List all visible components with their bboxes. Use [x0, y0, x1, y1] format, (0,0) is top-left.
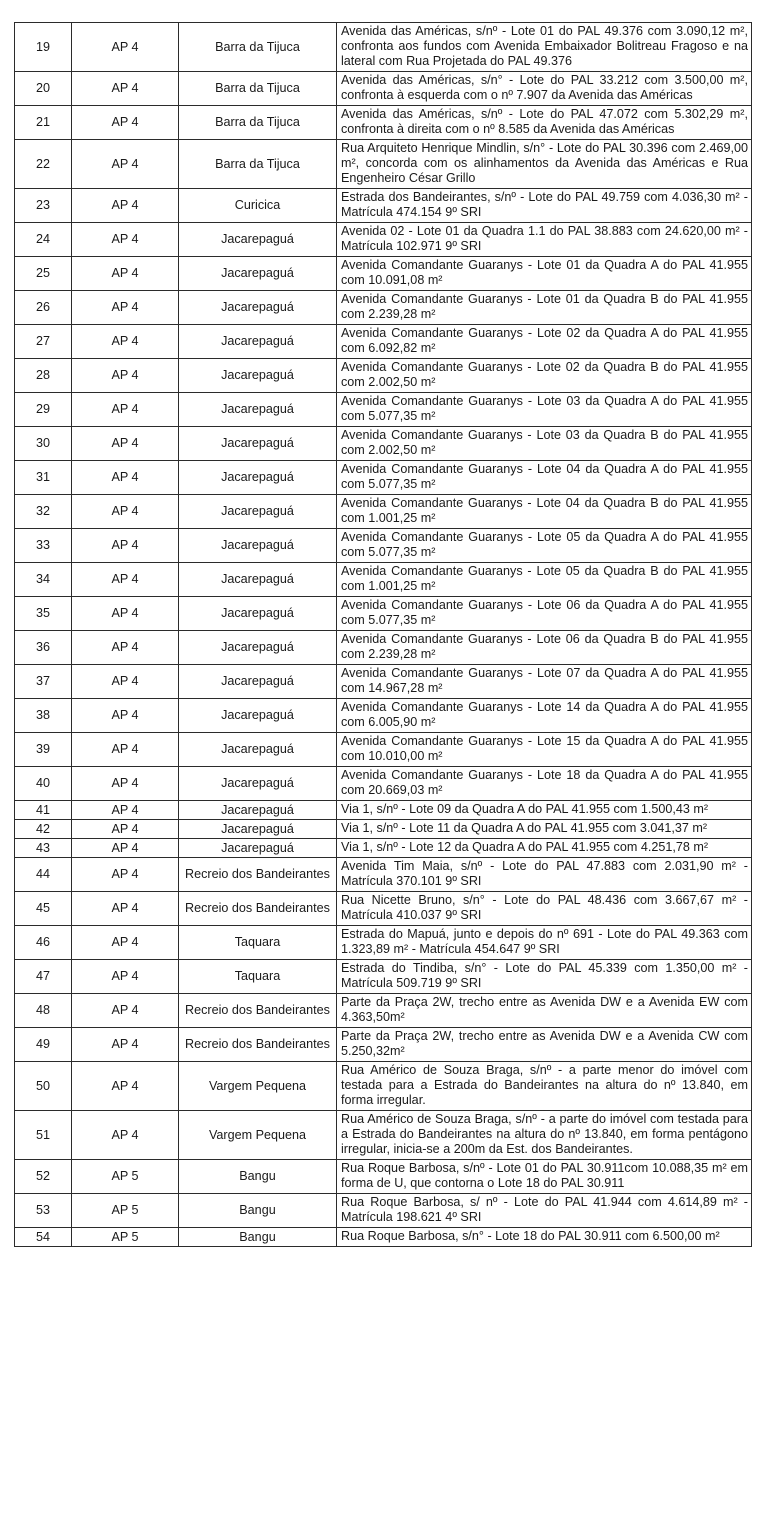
- row-number: 22: [15, 140, 72, 189]
- neighborhood: Jacarepaguá: [179, 820, 337, 839]
- properties-table: [14, 22, 752, 1247]
- neighborhood: Jacarepaguá: [179, 223, 337, 257]
- property-description: Estrada do Mapuá, junto e depois do nº 691 - Lote do PAL 49.363 com 1.323,89 m² - Matrícula 454.647 9º SRI: [337, 926, 752, 960]
- neighborhood: Bangu: [179, 1228, 337, 1247]
- row-number: 42: [15, 820, 72, 839]
- neighborhood: Recreio dos Bandeirantes: [179, 858, 337, 892]
- table-row: [15, 495, 752, 529]
- planning-area: AP 4: [72, 892, 179, 926]
- row-number: 51: [15, 1111, 72, 1160]
- planning-area: AP 4: [72, 631, 179, 665]
- planning-area: AP 4: [72, 563, 179, 597]
- neighborhood: Jacarepaguá: [179, 597, 337, 631]
- table-row: [15, 563, 752, 597]
- planning-area: AP 4: [72, 140, 179, 189]
- property-description: Avenida das Américas, s/nº - Lote do PAL 47.072 com 5.302,29 m², confronta à direita com o nº 8.585 da Avenida das Américas: [337, 106, 752, 140]
- property-description: Via 1, s/nº - Lote 11 da Quadra A do PAL 41.955 com 3.041,37 m²: [337, 820, 752, 839]
- neighborhood: Jacarepaguá: [179, 291, 337, 325]
- property-description: Avenida Comandante Guaranys - Lote 02 da Quadra A do PAL 41.955 com 6.092,82 m²: [337, 325, 752, 359]
- planning-area: AP 4: [72, 820, 179, 839]
- table-row: [15, 72, 752, 106]
- row-number: 21: [15, 106, 72, 140]
- property-description: Avenida Comandante Guaranys - Lote 05 da Quadra A do PAL 41.955 com 5.077,35 m²: [337, 529, 752, 563]
- property-description: Rua Roque Barbosa, s/ nº - Lote do PAL 41.944 com 4.614,89 m² - Matrícula 198.621 4º SRI: [337, 1194, 752, 1228]
- neighborhood: Recreio dos Bandeirantes: [179, 994, 337, 1028]
- table-row: [15, 960, 752, 994]
- planning-area: AP 4: [72, 960, 179, 994]
- row-number: 41: [15, 801, 72, 820]
- row-number: 27: [15, 325, 72, 359]
- planning-area: AP 4: [72, 839, 179, 858]
- neighborhood: Jacarepaguá: [179, 839, 337, 858]
- row-number: 33: [15, 529, 72, 563]
- property-description: Avenida Comandante Guaranys - Lote 05 da Quadra B do PAL 41.955 com 1.001,25 m²: [337, 563, 752, 597]
- planning-area: AP 4: [72, 733, 179, 767]
- neighborhood: Taquara: [179, 960, 337, 994]
- row-number: 43: [15, 839, 72, 858]
- table-row: [15, 892, 752, 926]
- planning-area: AP 4: [72, 72, 179, 106]
- neighborhood: Bangu: [179, 1194, 337, 1228]
- row-number: 50: [15, 1062, 72, 1111]
- neighborhood: Curicica: [179, 189, 337, 223]
- planning-area: AP 4: [72, 393, 179, 427]
- planning-area: AP 5: [72, 1228, 179, 1247]
- property-description: Via 1, s/nº - Lote 12 da Quadra A do PAL 41.955 com 4.251,78 m²: [337, 839, 752, 858]
- row-number: 29: [15, 393, 72, 427]
- planning-area: AP 5: [72, 1160, 179, 1194]
- property-description: Avenida Comandante Guaranys - Lote 06 da Quadra B do PAL 41.955 com 2.239,28 m²: [337, 631, 752, 665]
- table-row: [15, 820, 752, 839]
- table-row: [15, 1111, 752, 1160]
- table-row: [15, 631, 752, 665]
- table-row: [15, 733, 752, 767]
- row-number: 24: [15, 223, 72, 257]
- neighborhood: Jacarepaguá: [179, 359, 337, 393]
- property-description: Avenida Comandante Guaranys - Lote 01 da Quadra A do PAL 41.955 com 10.091,08 m²: [337, 257, 752, 291]
- property-description: Estrada do Tindiba, s/n° - Lote do PAL 45.339 com 1.350,00 m² - Matrícula 509.719 9º SRI: [337, 960, 752, 994]
- planning-area: AP 4: [72, 257, 179, 291]
- row-number: 30: [15, 427, 72, 461]
- table-row: [15, 665, 752, 699]
- neighborhood: Vargem Pequena: [179, 1062, 337, 1111]
- table-row: [15, 106, 752, 140]
- row-number: 35: [15, 597, 72, 631]
- property-description: Rua Roque Barbosa, s/nº - Lote 01 do PAL 30.911com 10.088,35 m² em forma de U, que contorna o Lote 18 do PAL 30.911: [337, 1160, 752, 1194]
- neighborhood: Jacarepaguá: [179, 767, 337, 801]
- property-description: Rua Américo de Souza Braga, s/nº - a parte menor do imóvel com testada para a Estrada do Bandeirantes na altura do nº 13.840, em forma irregular.: [337, 1062, 752, 1111]
- row-number: 36: [15, 631, 72, 665]
- property-description: Avenida 02 - Lote 01 da Quadra 1.1 do PAL 38.883 com 24.620,00 m² - Matrícula 102.971 9º SRI: [337, 223, 752, 257]
- row-number: 20: [15, 72, 72, 106]
- row-number: 45: [15, 892, 72, 926]
- neighborhood: Barra da Tijuca: [179, 72, 337, 106]
- table-row: [15, 926, 752, 960]
- neighborhood: Jacarepaguá: [179, 699, 337, 733]
- neighborhood: Jacarepaguá: [179, 461, 337, 495]
- row-number: 19: [15, 23, 72, 72]
- property-description: Avenida Comandante Guaranys - Lote 15 da Quadra A do PAL 41.955 com 10.010,00 m²: [337, 733, 752, 767]
- row-number: 31: [15, 461, 72, 495]
- neighborhood: Barra da Tijuca: [179, 23, 337, 72]
- planning-area: AP 4: [72, 291, 179, 325]
- planning-area: AP 4: [72, 699, 179, 733]
- planning-area: AP 4: [72, 495, 179, 529]
- planning-area: AP 4: [72, 801, 179, 820]
- neighborhood: Jacarepaguá: [179, 733, 337, 767]
- table-row: [15, 1160, 752, 1194]
- planning-area: AP 4: [72, 427, 179, 461]
- table-row: [15, 189, 752, 223]
- row-number: 46: [15, 926, 72, 960]
- table-row: [15, 1062, 752, 1111]
- property-description: Parte da Praça 2W, trecho entre as Avenida DW e a Avenida CW com 5.250,32m²: [337, 1028, 752, 1062]
- planning-area: AP 4: [72, 926, 179, 960]
- table-row: [15, 529, 752, 563]
- table-row: [15, 858, 752, 892]
- planning-area: AP 4: [72, 223, 179, 257]
- table-row: [15, 1028, 752, 1062]
- property-description: Rua Arquiteto Henrique Mindlin, s/n° - Lote do PAL 30.396 com 2.469,00 m², concorda com os alinhamentos da Avenida das Américas e Rua Engenheiro César Grillo: [337, 140, 752, 189]
- neighborhood: Jacarepaguá: [179, 427, 337, 461]
- neighborhood: Recreio dos Bandeirantes: [179, 1028, 337, 1062]
- row-number: 40: [15, 767, 72, 801]
- neighborhood: Barra da Tijuca: [179, 106, 337, 140]
- table-row: [15, 1228, 752, 1247]
- table-row: [15, 140, 752, 189]
- table-row: [15, 461, 752, 495]
- table-row: [15, 393, 752, 427]
- neighborhood: Jacarepaguá: [179, 665, 337, 699]
- neighborhood: Jacarepaguá: [179, 563, 337, 597]
- row-number: 23: [15, 189, 72, 223]
- row-number: 34: [15, 563, 72, 597]
- row-number: 28: [15, 359, 72, 393]
- neighborhood: Jacarepaguá: [179, 325, 337, 359]
- planning-area: AP 4: [72, 529, 179, 563]
- row-number: 52: [15, 1160, 72, 1194]
- table-row: [15, 223, 752, 257]
- neighborhood: Taquara: [179, 926, 337, 960]
- row-number: 47: [15, 960, 72, 994]
- property-description: Avenida Tim Maia, s/nº - Lote do PAL 47.883 com 2.031,90 m² - Matrícula 370.101 9º SRI: [337, 858, 752, 892]
- row-number: 48: [15, 994, 72, 1028]
- row-number: 25: [15, 257, 72, 291]
- table-row: [15, 325, 752, 359]
- property-description: Avenida Comandante Guaranys - Lote 14 da Quadra A do PAL 41.955 com 6.005,90 m²: [337, 699, 752, 733]
- table-row: [15, 994, 752, 1028]
- neighborhood: Bangu: [179, 1160, 337, 1194]
- property-description: Rua Roque Barbosa, s/n° - Lote 18 do PAL 30.911 com 6.500,00 m²: [337, 1228, 752, 1247]
- property-description: Rua Américo de Souza Braga, s/nº - a parte do imóvel com testada para a Estrada do Bandeirantes na altura do nº 13.840, em forma pentágono irregular, inicia-se a 200m da Est. dos Bandeirantes.: [337, 1111, 752, 1160]
- table-row: [15, 359, 752, 393]
- table-row: [15, 291, 752, 325]
- row-number: 49: [15, 1028, 72, 1062]
- planning-area: AP 4: [72, 23, 179, 72]
- row-number: 39: [15, 733, 72, 767]
- property-description: Avenida Comandante Guaranys - Lote 04 da Quadra A do PAL 41.955 com 5.077,35 m²: [337, 461, 752, 495]
- neighborhood: Barra da Tijuca: [179, 140, 337, 189]
- table-row: [15, 699, 752, 733]
- table-row: [15, 1194, 752, 1228]
- table-row: [15, 839, 752, 858]
- planning-area: AP 4: [72, 1028, 179, 1062]
- property-description: Via 1, s/nº - Lote 09 da Quadra A do PAL 41.955 com 1.500,43 m²: [337, 801, 752, 820]
- property-description: Avenida Comandante Guaranys - Lote 02 da Quadra B do PAL 41.955 com 2.002,50 m²: [337, 359, 752, 393]
- neighborhood: Jacarepaguá: [179, 529, 337, 563]
- neighborhood: Vargem Pequena: [179, 1111, 337, 1160]
- property-description: Rua Nicette Bruno, s/n° - Lote do PAL 48.436 com 3.667,67 m² - Matrícula 410.037 9º SRI: [337, 892, 752, 926]
- neighborhood: Recreio dos Bandeirantes: [179, 892, 337, 926]
- table-body: [15, 23, 752, 1247]
- planning-area: AP 4: [72, 359, 179, 393]
- planning-area: AP 4: [72, 994, 179, 1028]
- planning-area: AP 4: [72, 1111, 179, 1160]
- planning-area: AP 4: [72, 1062, 179, 1111]
- neighborhood: Jacarepaguá: [179, 801, 337, 820]
- planning-area: AP 4: [72, 665, 179, 699]
- table-row: [15, 801, 752, 820]
- table-row: [15, 23, 752, 72]
- planning-area: AP 4: [72, 106, 179, 140]
- planning-area: AP 5: [72, 1194, 179, 1228]
- row-number: 44: [15, 858, 72, 892]
- row-number: 54: [15, 1228, 72, 1247]
- neighborhood: Jacarepaguá: [179, 393, 337, 427]
- property-description: Estrada dos Bandeirantes, s/nº - Lote do PAL 49.759 com 4.036,30 m² - Matrícula 474.154 9º SRI: [337, 189, 752, 223]
- neighborhood: Jacarepaguá: [179, 495, 337, 529]
- row-number: 38: [15, 699, 72, 733]
- planning-area: AP 4: [72, 858, 179, 892]
- table-row: [15, 427, 752, 461]
- property-description: Avenida Comandante Guaranys - Lote 06 da Quadra A do PAL 41.955 com 5.077,35 m²: [337, 597, 752, 631]
- table-row: [15, 257, 752, 291]
- property-description: Avenida Comandante Guaranys - Lote 01 da Quadra B do PAL 41.955 com 2.239,28 m²: [337, 291, 752, 325]
- property-description: Avenida Comandante Guaranys - Lote 03 da Quadra A do PAL 41.955 com 5.077,35 m²: [337, 393, 752, 427]
- neighborhood: Jacarepaguá: [179, 257, 337, 291]
- planning-area: AP 4: [72, 461, 179, 495]
- planning-area: AP 4: [72, 325, 179, 359]
- row-number: 26: [15, 291, 72, 325]
- neighborhood: Jacarepaguá: [179, 631, 337, 665]
- property-description: Avenida Comandante Guaranys - Lote 04 da Quadra B do PAL 41.955 com 1.001,25 m²: [337, 495, 752, 529]
- table-row: [15, 597, 752, 631]
- row-number: 32: [15, 495, 72, 529]
- property-description: Parte da Praça 2W, trecho entre as Avenida DW e a Avenida EW com 4.363,50m²: [337, 994, 752, 1028]
- row-number: 37: [15, 665, 72, 699]
- property-description: Avenida das Américas, s/nº - Lote 01 do PAL 49.376 com 3.090,12 m², confronta aos fundos com Avenida Embaixador Bolitreau Fragoso e na lateral com Rua Projetada do PAL 49.376: [337, 23, 752, 72]
- planning-area: AP 4: [72, 597, 179, 631]
- property-description: Avenida Comandante Guaranys - Lote 07 da Quadra A do PAL 41.955 com 14.967,28 m²: [337, 665, 752, 699]
- property-description: Avenida Comandante Guaranys - Lote 03 da Quadra B do PAL 41.955 com 2.002,50 m²: [337, 427, 752, 461]
- property-description: Avenida das Américas, s/n° - Lote do PAL 33.212 com 3.500,00 m², confronta à esquerda com o nº 7.907 da Avenida das Américas: [337, 72, 752, 106]
- property-description: Avenida Comandante Guaranys - Lote 18 da Quadra A do PAL 41.955 com 20.669,03 m²: [337, 767, 752, 801]
- planning-area: AP 4: [72, 767, 179, 801]
- table-row: [15, 767, 752, 801]
- planning-area: AP 4: [72, 189, 179, 223]
- row-number: 53: [15, 1194, 72, 1228]
